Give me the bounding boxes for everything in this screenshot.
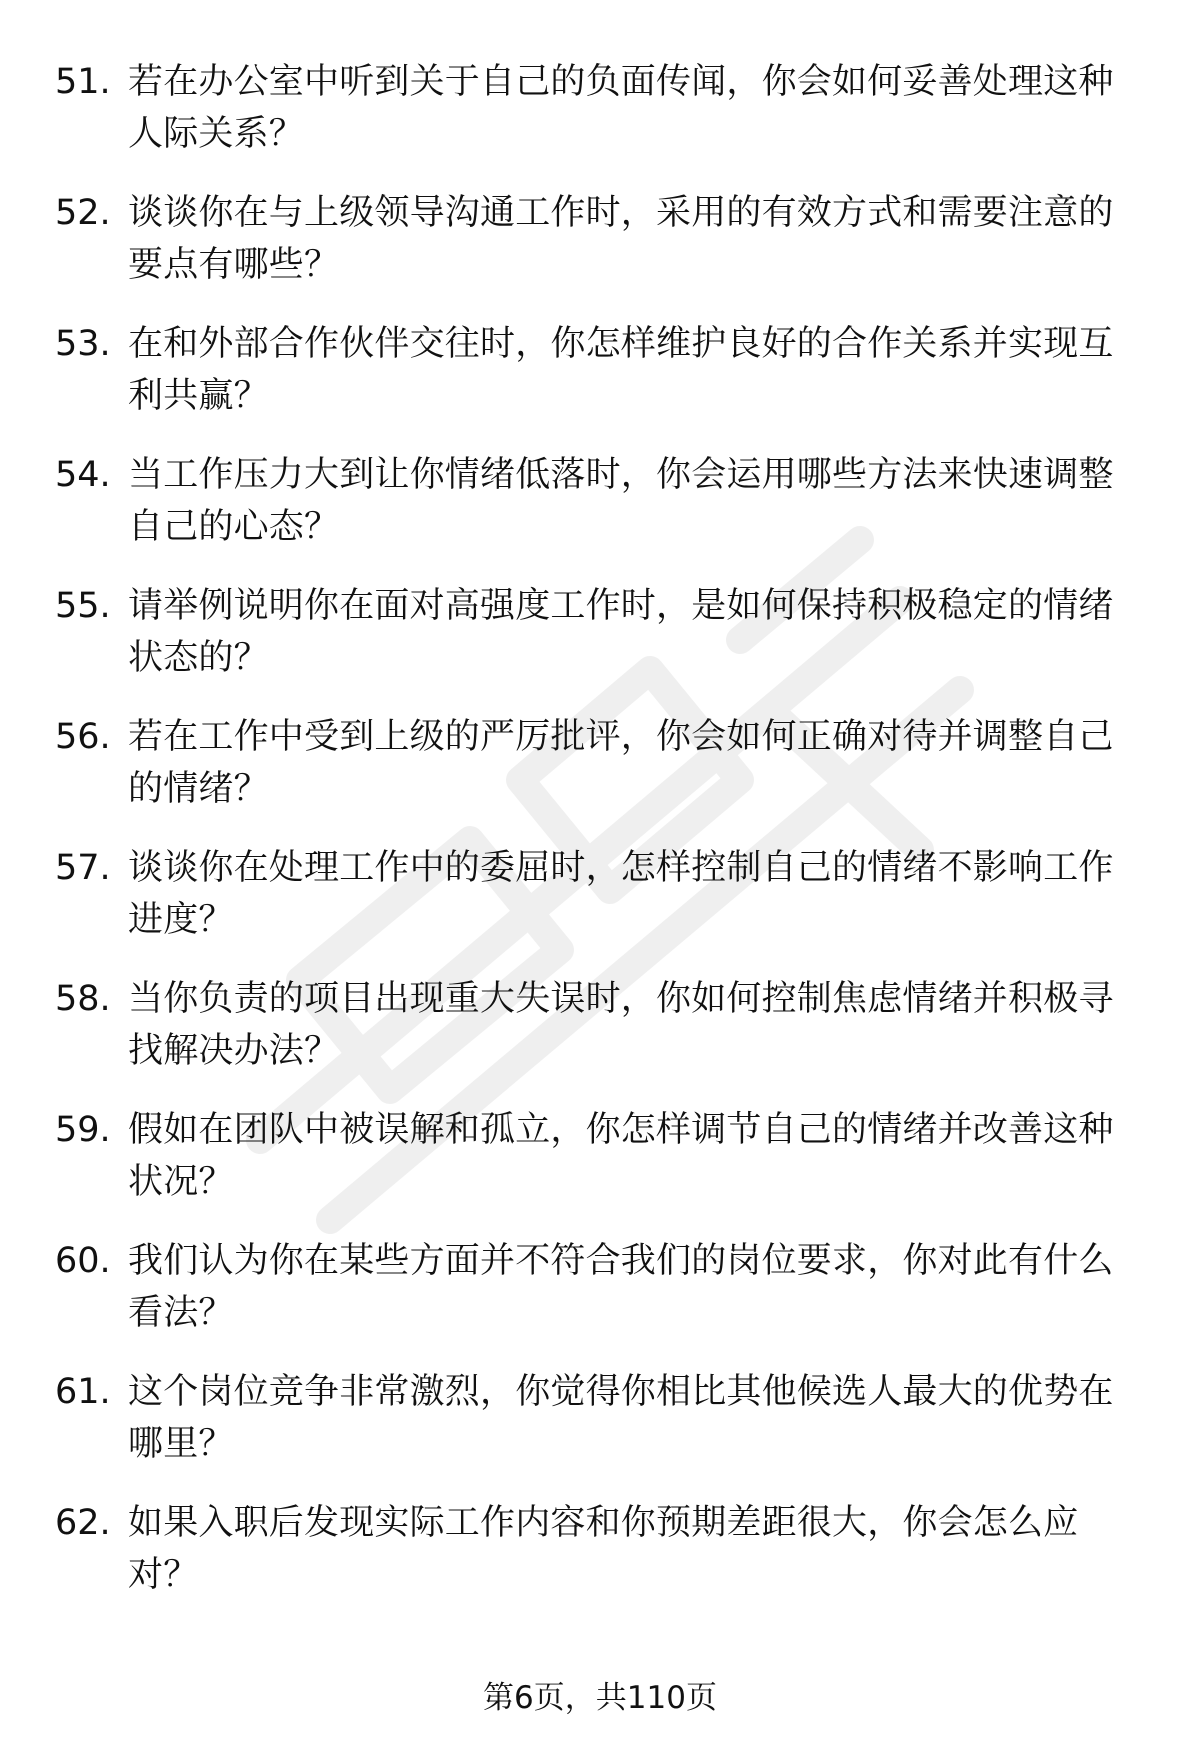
question-number: 58. (55, 979, 111, 1019)
question-number: 54. (55, 455, 111, 495)
question-list (0, 56, 1200, 1628)
question-text: 在和外部合作伙伴交往时，你怎样维护良好的合作关系并实现互利共赢？ (128, 324, 1114, 416)
question-number: 59. (55, 1110, 111, 1150)
question-text: 当你负责的项目出现重大失误时，你如何控制焦虑情绪并积极寻找解决办法？ (128, 979, 1114, 1071)
question-text: 谈谈你在处理工作中的委屈时，怎样控制自己的情绪不影响工作进度？ (128, 848, 1114, 940)
question-item (0, 56, 1200, 187)
question-number: 52. (55, 193, 111, 233)
question-text: 如果入职后发现实际工作内容和你预期差距很大，你会怎么应对？ (128, 1503, 1079, 1595)
question-item (0, 1497, 1200, 1628)
question-text: 我们认为你在某些方面并不符合我们的岗位要求，你对此有什么看法？ (128, 1241, 1114, 1333)
page-number-footer: 第6页，共110页 (483, 1680, 717, 1716)
question-item (0, 449, 1200, 580)
question-item (0, 1366, 1200, 1497)
question-item (0, 842, 1200, 973)
question-item (0, 1104, 1200, 1235)
question-number: 60. (55, 1241, 111, 1281)
question-text: 假如在团队中被误解和孤立，你怎样调节自己的情绪并改善这种状况？ (128, 1110, 1114, 1202)
question-text: 若在工作中受到上级的严厉批评，你会如何正确对待并调整自己的情绪？ (128, 717, 1114, 809)
question-number: 55. (55, 586, 111, 626)
question-number: 53. (55, 324, 111, 364)
question-text: 当工作压力大到让你情绪低落时，你会运用哪些方法来快速调整自己的心态？ (128, 455, 1114, 547)
question-item (0, 973, 1200, 1104)
question-item (0, 711, 1200, 842)
question-item (0, 1235, 1200, 1366)
question-number: 57. (55, 848, 111, 888)
question-item (0, 187, 1200, 318)
question-number: 56. (55, 717, 111, 757)
question-number: 51. (55, 62, 111, 102)
question-number: 61. (55, 1372, 111, 1412)
question-text: 这个岗位竞争非常激烈，你觉得你相比其他候选人最大的优势在哪里？ (128, 1372, 1114, 1464)
question-number: 62. (55, 1503, 111, 1543)
question-item (0, 580, 1200, 711)
question-text: 谈谈你在与上级领导沟通工作时，采用的有效方式和需要注意的要点有哪些？ (128, 193, 1114, 285)
question-text: 若在办公室中听到关于自己的负面传闻，你会如何妥善处理这种人际关系？ (128, 62, 1114, 154)
question-item (0, 318, 1200, 449)
question-text: 请举例说明你在面对高强度工作时，是如何保持积极稳定的情绪状态的？ (128, 586, 1114, 678)
